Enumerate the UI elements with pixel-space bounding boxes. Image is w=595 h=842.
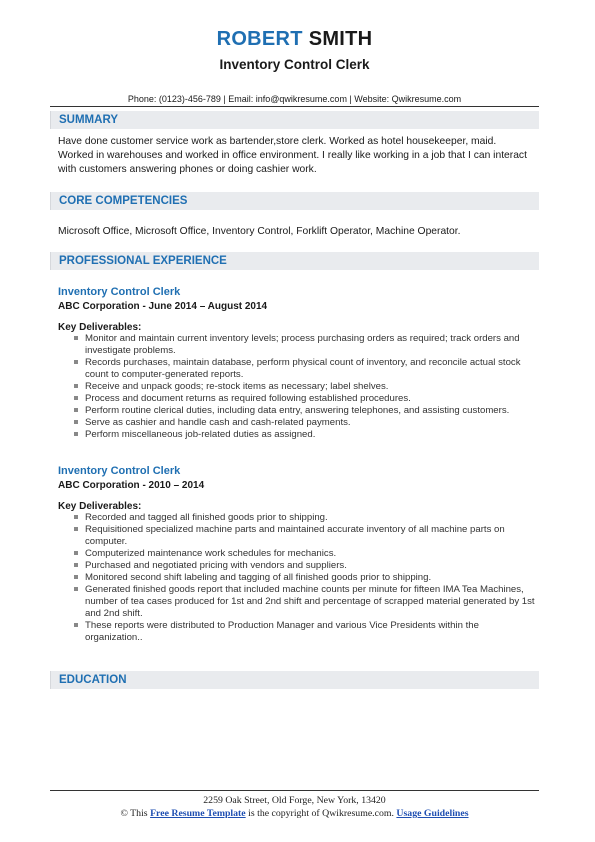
list-item: Monitored second shift labeling and tagging of all finished goods prior to shipping. — [50, 572, 539, 584]
bullet-icon — [74, 575, 78, 579]
job-title-heading: Inventory Control Clerk — [219, 57, 370, 72]
free-resume-template-link[interactable]: Free Resume Template — [150, 808, 246, 819]
bullet-icon — [74, 515, 78, 519]
list-item: Records purchases, maintain database, perform physical count of inventory, and reconcile actual stock count to computer-generated reports. — [50, 357, 539, 381]
job-entry — [50, 465, 539, 644]
competencies-heading: CORE COMPETENCIES — [50, 192, 539, 210]
footer-address: 2259 Oak Street, Old Forge, New York, 13420 — [203, 795, 386, 806]
list-item: Perform routine clerical duties, including data entry, answering telephones, and assisting customers. — [50, 405, 539, 417]
deliverables-list — [50, 333, 539, 441]
summary-heading: SUMMARY — [50, 111, 539, 129]
last-name: SMITH — [308, 28, 373, 50]
experience-heading: PROFESSIONAL EXPERIENCE — [50, 252, 539, 270]
bullet-icon — [74, 336, 78, 340]
resume-page — [50, 0, 539, 689]
bullet-icon — [74, 587, 78, 591]
bullet-icon — [74, 360, 78, 364]
list-item: Requisitioned specialized machine parts and maintained accurate inventory of all machine parts on computer. — [50, 524, 539, 548]
job-entry — [50, 286, 539, 441]
job-entry-company: ABC Corporation - June 2014 – August 2014 — [58, 301, 268, 312]
contact-line: Phone: (0123)-456-789 | Email: info@qwikresume.com | Website: Qwikresume.com — [50, 94, 539, 107]
summary-text: Have done customer service work as bartender,store clerk. Worked as hotel housekeeper, maid. Worked in warehouses and worked in office environment. I really like working in a job that I can interact with customers answering phones or doing cashier work. — [58, 136, 527, 175]
job-entry-title: Inventory Control Clerk — [58, 465, 181, 477]
list-item: Perform miscellaneous job-related duties as assigned. — [50, 429, 539, 441]
list-item: Generated finished goods report that included machine counts per minute for fifteen IMA Tea Machines, number of tea cases produced for 1st and 2nd shift and percentage of scrapped material generated by 1st and 2nd shift. — [50, 584, 539, 620]
bullet-icon — [74, 551, 78, 555]
usage-guidelines-link[interactable]: Usage Guidelines — [396, 808, 469, 819]
bullet-icon — [74, 420, 78, 424]
bullet-icon — [74, 408, 78, 412]
list-item: Recorded and tagged all finished goods prior to shipping. — [50, 512, 539, 524]
key-deliverables-label: Key Deliverables: — [58, 322, 142, 333]
bullet-icon — [74, 384, 78, 388]
footer-copyright: © This Free Resume Template is the copyright of Qwikresume.com. Usage Guidelines — [120, 808, 469, 819]
job-entry-title: Inventory Control Clerk — [58, 286, 181, 298]
candidate-name — [50, 28, 539, 51]
deliverables-list — [50, 512, 539, 644]
bullet-icon — [74, 563, 78, 567]
list-item: Serve as cashier and handle cash and cash-related payments. — [50, 417, 539, 429]
list-item: Purchased and negotiated pricing with vendors and suppliers. — [50, 560, 539, 572]
list-item: These reports were distributed to Production Manager and various Vice Presidents within the organization.. — [50, 620, 539, 644]
bullet-icon — [74, 396, 78, 400]
first-name: ROBERT — [216, 28, 303, 50]
list-item: Computerized maintenance work schedules for mechanics. — [50, 548, 539, 560]
education-heading: EDUCATION — [50, 671, 539, 689]
bullet-icon — [74, 432, 78, 436]
competencies-text: Microsoft Office, Microsoft Office, Inventory Control, Forklift Operator, Machine Operator. — [58, 226, 461, 237]
list-item: Monitor and maintain current inventory levels; process purchasing orders as required; track orders and investigate problems. — [50, 333, 539, 357]
footer-divider — [50, 790, 539, 791]
bullet-icon — [74, 527, 78, 531]
list-item: Receive and unpack goods; re-stock items as necessary; label shelves. — [50, 381, 539, 393]
bullet-icon — [74, 623, 78, 627]
job-entry-company: ABC Corporation - 2010 – 2014 — [58, 480, 205, 491]
list-item: Process and document returns as required following established procedures. — [50, 393, 539, 405]
key-deliverables-label: Key Deliverables: — [58, 501, 142, 512]
page-footer — [50, 790, 539, 819]
